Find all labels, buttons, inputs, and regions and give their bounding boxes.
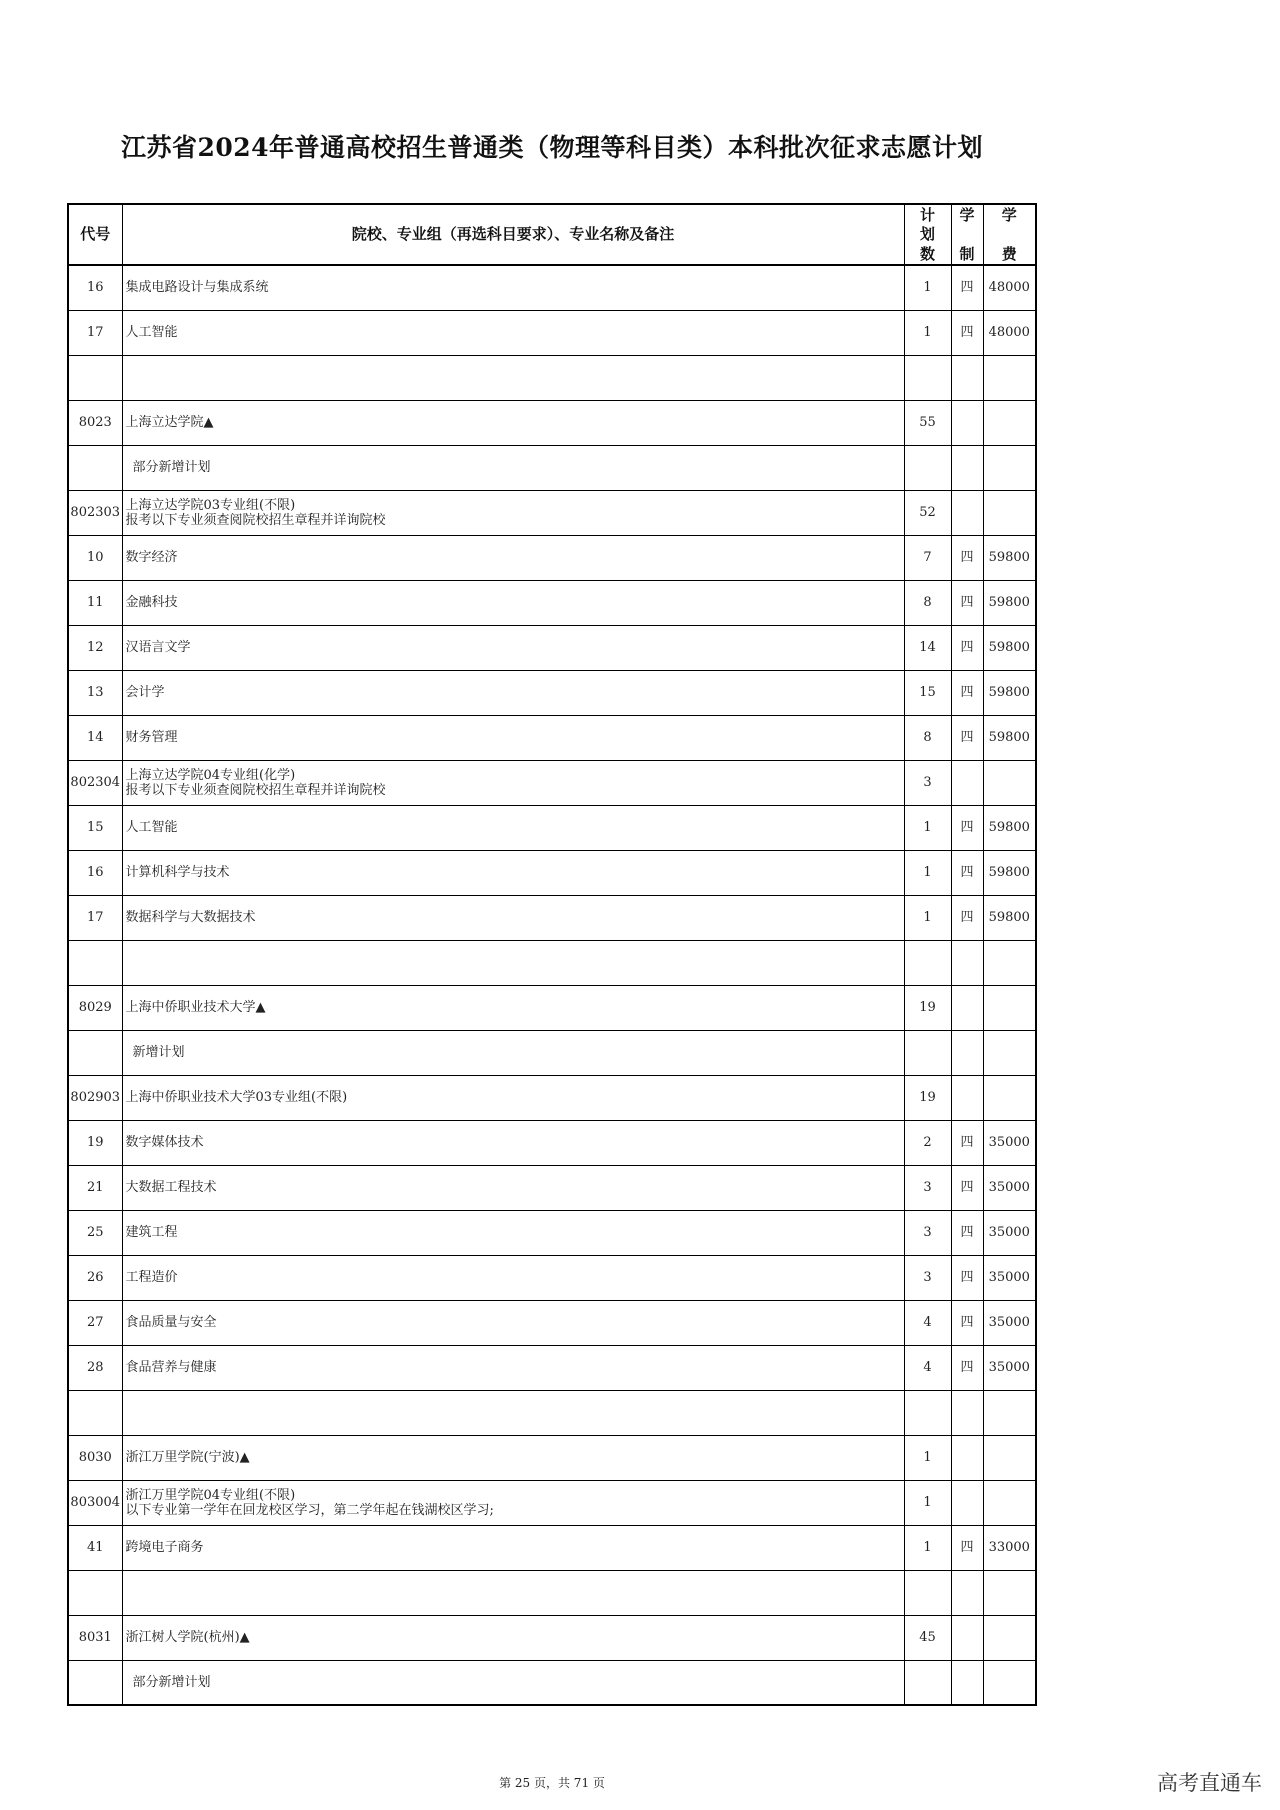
cell-code: 17 [68,310,122,355]
table-row [68,355,1036,400]
cell-term: 四 [951,1300,983,1345]
header-fee [983,204,1036,265]
table-row [68,940,1036,985]
cell-plan: 45 [904,1615,951,1660]
cell-name [122,355,904,400]
cell-name-line: 大数据工程技术 [125,1180,217,1195]
header-code: 代号 [68,204,122,265]
cell-name-line: 人工智能 [125,325,178,340]
cell-name-line: 浙江万里学院04专业组(不限) [125,1487,296,1503]
cell-fee [983,400,1036,445]
cell-term: 四 [951,1210,983,1255]
cell-name [122,850,904,895]
cell-fee [983,1030,1036,1075]
cell-code: 41 [68,1525,122,1570]
cell-code [68,1570,122,1615]
cell-name-line: 上海立达学院▲ [125,415,214,430]
cell-name-line: 跨境电子商务 [125,1540,204,1555]
cell-name [122,1435,904,1480]
table-row [68,1165,1036,1210]
cell-code: 17 [68,895,122,940]
cell-code: 28 [68,1345,122,1390]
cell-code: 27 [68,1300,122,1345]
cell-name-line: 部分新增计划 [132,1674,211,1690]
cell-name [122,445,904,490]
cell-fee [983,1570,1036,1615]
cell-plan: 1 [904,310,951,355]
cell-plan: 15 [904,670,951,715]
cell-fee: 59800 [983,850,1036,895]
cell-name-line: 上海立达学院03专业组(不限) [125,497,296,513]
cell-name [122,1570,904,1615]
table-header [68,204,1036,265]
cell-name-line: 上海立达学院04专业组(化学) [125,767,296,783]
cell-name [122,1120,904,1165]
cell-term [951,400,983,445]
cell-term: 四 [951,625,983,670]
cell-name-line: 会计学 [125,685,165,700]
table-row [68,490,1036,535]
cell-term [951,1075,983,1120]
cell-term [951,1615,983,1660]
cell-name-line: 数字经济 [125,550,178,565]
table-row [68,400,1036,445]
cell-code: 10 [68,535,122,580]
cell-plan: 52 [904,490,951,535]
cell-term: 四 [951,265,983,310]
page-number: 第 25 页，共 71 页 [499,1776,605,1790]
cell-name [122,1075,904,1120]
cell-plan: 55 [904,400,951,445]
header-row [68,204,1036,265]
cell-name-line: 以下专业第一学年在回龙校区学习，第二学年起在钱湖校区学习; [125,1502,494,1518]
cell-name [122,1165,904,1210]
cell-fee: 59800 [983,805,1036,850]
cell-term [951,1660,983,1705]
cell-fee: 59800 [983,715,1036,760]
table-row [68,1255,1036,1300]
cell-code: 803004 [68,1480,122,1525]
cell-term [951,1435,983,1480]
table-row [68,1120,1036,1165]
cell-plan [904,1390,951,1435]
cell-term [951,490,983,535]
table-row [68,670,1036,715]
cell-name [122,1300,904,1345]
cell-plan [904,1660,951,1705]
cell-fee: 48000 [983,265,1036,310]
cell-plan: 1 [904,850,951,895]
table-row [68,715,1036,760]
cell-name [122,535,904,580]
plan-table-wrapper [67,203,1037,1706]
cell-term [951,1480,983,1525]
cell-fee: 35000 [983,1165,1036,1210]
plan-table [67,203,1037,1706]
cell-code: 16 [68,850,122,895]
cell-name [122,1210,904,1255]
table-row [68,1210,1036,1255]
table-row [68,895,1036,940]
cell-fee [983,445,1036,490]
cell-plan: 8 [904,580,951,625]
cell-term: 四 [951,535,983,580]
table-row [68,310,1036,355]
cell-name [122,670,904,715]
document-title: 江苏省2024年普通高校招生普通类（物理等科目类）本科批次征求志愿计划 [120,133,984,162]
table-row [68,1480,1036,1525]
cell-name [122,310,904,355]
cell-code: 16 [68,265,122,310]
cell-plan: 19 [904,985,951,1030]
cell-name [122,490,904,535]
table-row [68,445,1036,490]
table-body [68,265,1036,1705]
cell-term: 四 [951,805,983,850]
table-row [68,1345,1036,1390]
cell-code: 14 [68,715,122,760]
cell-plan: 8 [904,715,951,760]
cell-name [122,400,904,445]
cell-plan: 4 [904,1345,951,1390]
header-name: 院校、专业组（再选科目要求）、专业名称及备注 [122,204,904,265]
cell-name-line: 浙江树人学院(杭州)▲ [125,1630,250,1645]
cell-term: 四 [951,1255,983,1300]
cell-name [122,265,904,310]
cell-name-line: 建筑工程 [125,1225,178,1240]
cell-term: 四 [951,580,983,625]
cell-name [122,1390,904,1435]
cell-code: 21 [68,1165,122,1210]
cell-plan: 1 [904,265,951,310]
cell-fee: 59800 [983,580,1036,625]
cell-term: 四 [951,715,983,760]
cell-term [951,355,983,400]
cell-name [122,895,904,940]
cell-plan: 4 [904,1300,951,1345]
cell-fee [983,1435,1036,1480]
cell-code: 8031 [68,1615,122,1660]
cell-name [122,1030,904,1075]
cell-code: 26 [68,1255,122,1300]
cell-code: 8029 [68,985,122,1030]
cell-code: 12 [68,625,122,670]
table-row [68,1570,1036,1615]
table-row [68,850,1036,895]
cell-fee: 35000 [983,1255,1036,1300]
cell-name-line: 食品质量与安全 [125,1315,217,1330]
table-row [68,265,1036,310]
table-row [68,1615,1036,1660]
header-term-char: 制 [959,244,975,263]
cell-plan: 1 [904,1525,951,1570]
table-row [68,1075,1036,1120]
cell-code: 19 [68,1120,122,1165]
cell-fee: 59800 [983,670,1036,715]
table-row [68,1030,1036,1075]
cell-name [122,760,904,805]
cell-code: 25 [68,1210,122,1255]
cell-term: 四 [951,850,983,895]
cell-fee [983,760,1036,805]
cell-term [951,940,983,985]
cell-name [122,985,904,1030]
cell-fee: 35000 [983,1120,1036,1165]
cell-name [122,625,904,670]
cell-name-line: 人工智能 [125,820,178,835]
header-term [951,204,983,265]
cell-plan [904,1570,951,1615]
cell-name-line: 工程造价 [125,1270,178,1285]
cell-fee: 59800 [983,895,1036,940]
cell-fee: 33000 [983,1525,1036,1570]
header-plan-char: 划 [919,225,935,243]
cell-term [951,760,983,805]
cell-plan: 1 [904,1480,951,1525]
cell-code: 13 [68,670,122,715]
cell-name [122,940,904,985]
cell-name [122,715,904,760]
cell-name-line: 部分新增计划 [132,460,211,475]
header-plan-char: 数 [919,244,935,263]
cell-name [122,580,904,625]
cell-name [122,1345,904,1390]
table-row [68,985,1036,1030]
watermark-logo-text: 高考直通车 [1157,1771,1262,1795]
cell-term [951,1570,983,1615]
table-row [68,1435,1036,1480]
cell-name-line: 汉语言文学 [125,640,191,655]
header-fee-char: 费 [1001,244,1017,263]
cell-code: 802303 [68,490,122,535]
cell-name-line: 数据科学与大数据技术 [125,910,256,925]
cell-term: 四 [951,1165,983,1210]
cell-name-line: 集成电路设计与集成系统 [125,280,269,296]
cell-term: 四 [951,895,983,940]
cell-term: 四 [951,1345,983,1390]
cell-name-line: 数字媒体技术 [125,1135,204,1150]
cell-name-line: 报考以下专业须查阅院校招生章程并详询院校 [125,782,386,798]
cell-term [951,445,983,490]
cell-code: 802304 [68,760,122,805]
cell-fee [983,940,1036,985]
cell-name-line: 上海中侨职业技术大学03专业组(不限) [125,1090,348,1105]
table-row [68,805,1036,850]
table-row [68,1390,1036,1435]
header-fee-char: 学 [1001,205,1017,224]
cell-code: 8023 [68,400,122,445]
cell-fee: 48000 [983,310,1036,355]
cell-plan: 3 [904,760,951,805]
cell-name-line: 财务管理 [125,730,178,745]
cell-name-line: 上海中侨职业技术大学▲ [125,1000,266,1015]
cell-code [68,445,122,490]
cell-code: 8030 [68,1435,122,1480]
cell-code: 802903 [68,1075,122,1120]
cell-name-line: 报考以下专业须查阅院校招生章程并详询院校 [125,512,386,528]
cell-plan: 3 [904,1165,951,1210]
cell-plan [904,355,951,400]
cell-fee [983,1390,1036,1435]
cell-code: 15 [68,805,122,850]
cell-term [951,1030,983,1075]
header-plan-char: 计 [919,205,935,224]
cell-code [68,1390,122,1435]
cell-fee: 35000 [983,1345,1036,1390]
cell-plan: 3 [904,1210,951,1255]
cell-name [122,1480,904,1525]
table-row [68,1300,1036,1345]
cell-fee: 59800 [983,535,1036,580]
cell-fee [983,1075,1036,1120]
cell-term: 四 [951,1525,983,1570]
cell-plan: 14 [904,625,951,670]
cell-fee [983,1615,1036,1660]
cell-plan: 3 [904,1255,951,1300]
cell-term: 四 [951,310,983,355]
cell-term [951,1390,983,1435]
cell-code [68,940,122,985]
cell-plan [904,940,951,985]
cell-name [122,1660,904,1705]
cell-code: 11 [68,580,122,625]
cell-name [122,805,904,850]
table-row [68,760,1036,805]
table-row [68,1660,1036,1705]
cell-plan: 1 [904,1435,951,1480]
cell-code [68,1660,122,1705]
cell-fee [983,985,1036,1030]
cell-code [68,1030,122,1075]
cell-term [951,985,983,1030]
header-term-char: 学 [959,205,975,224]
table-row [68,535,1036,580]
cell-fee [983,1660,1036,1705]
cell-term: 四 [951,1120,983,1165]
cell-name [122,1525,904,1570]
cell-name-line: 新增计划 [132,1045,185,1060]
cell-fee: 35000 [983,1210,1036,1255]
cell-name-line: 金融科技 [125,595,178,610]
cell-name-line: 食品营养与健康 [125,1360,217,1375]
cell-fee: 59800 [983,625,1036,670]
cell-plan [904,445,951,490]
cell-name-line: 计算机科学与技术 [125,865,230,880]
table-row [68,1525,1036,1570]
cell-code [68,355,122,400]
cell-fee [983,355,1036,400]
cell-fee: 35000 [983,1300,1036,1345]
cell-plan [904,1030,951,1075]
header-plan [904,204,951,265]
cell-plan: 2 [904,1120,951,1165]
cell-term: 四 [951,670,983,715]
cell-plan: 1 [904,805,951,850]
cell-fee [983,1480,1036,1525]
cell-fee [983,490,1036,535]
cell-plan: 7 [904,535,951,580]
cell-plan: 19 [904,1075,951,1120]
table-row [68,625,1036,670]
cell-name [122,1615,904,1660]
cell-name-line: 浙江万里学院(宁波)▲ [125,1450,250,1465]
cell-name [122,1255,904,1300]
cell-plan: 1 [904,895,951,940]
table-row [68,580,1036,625]
